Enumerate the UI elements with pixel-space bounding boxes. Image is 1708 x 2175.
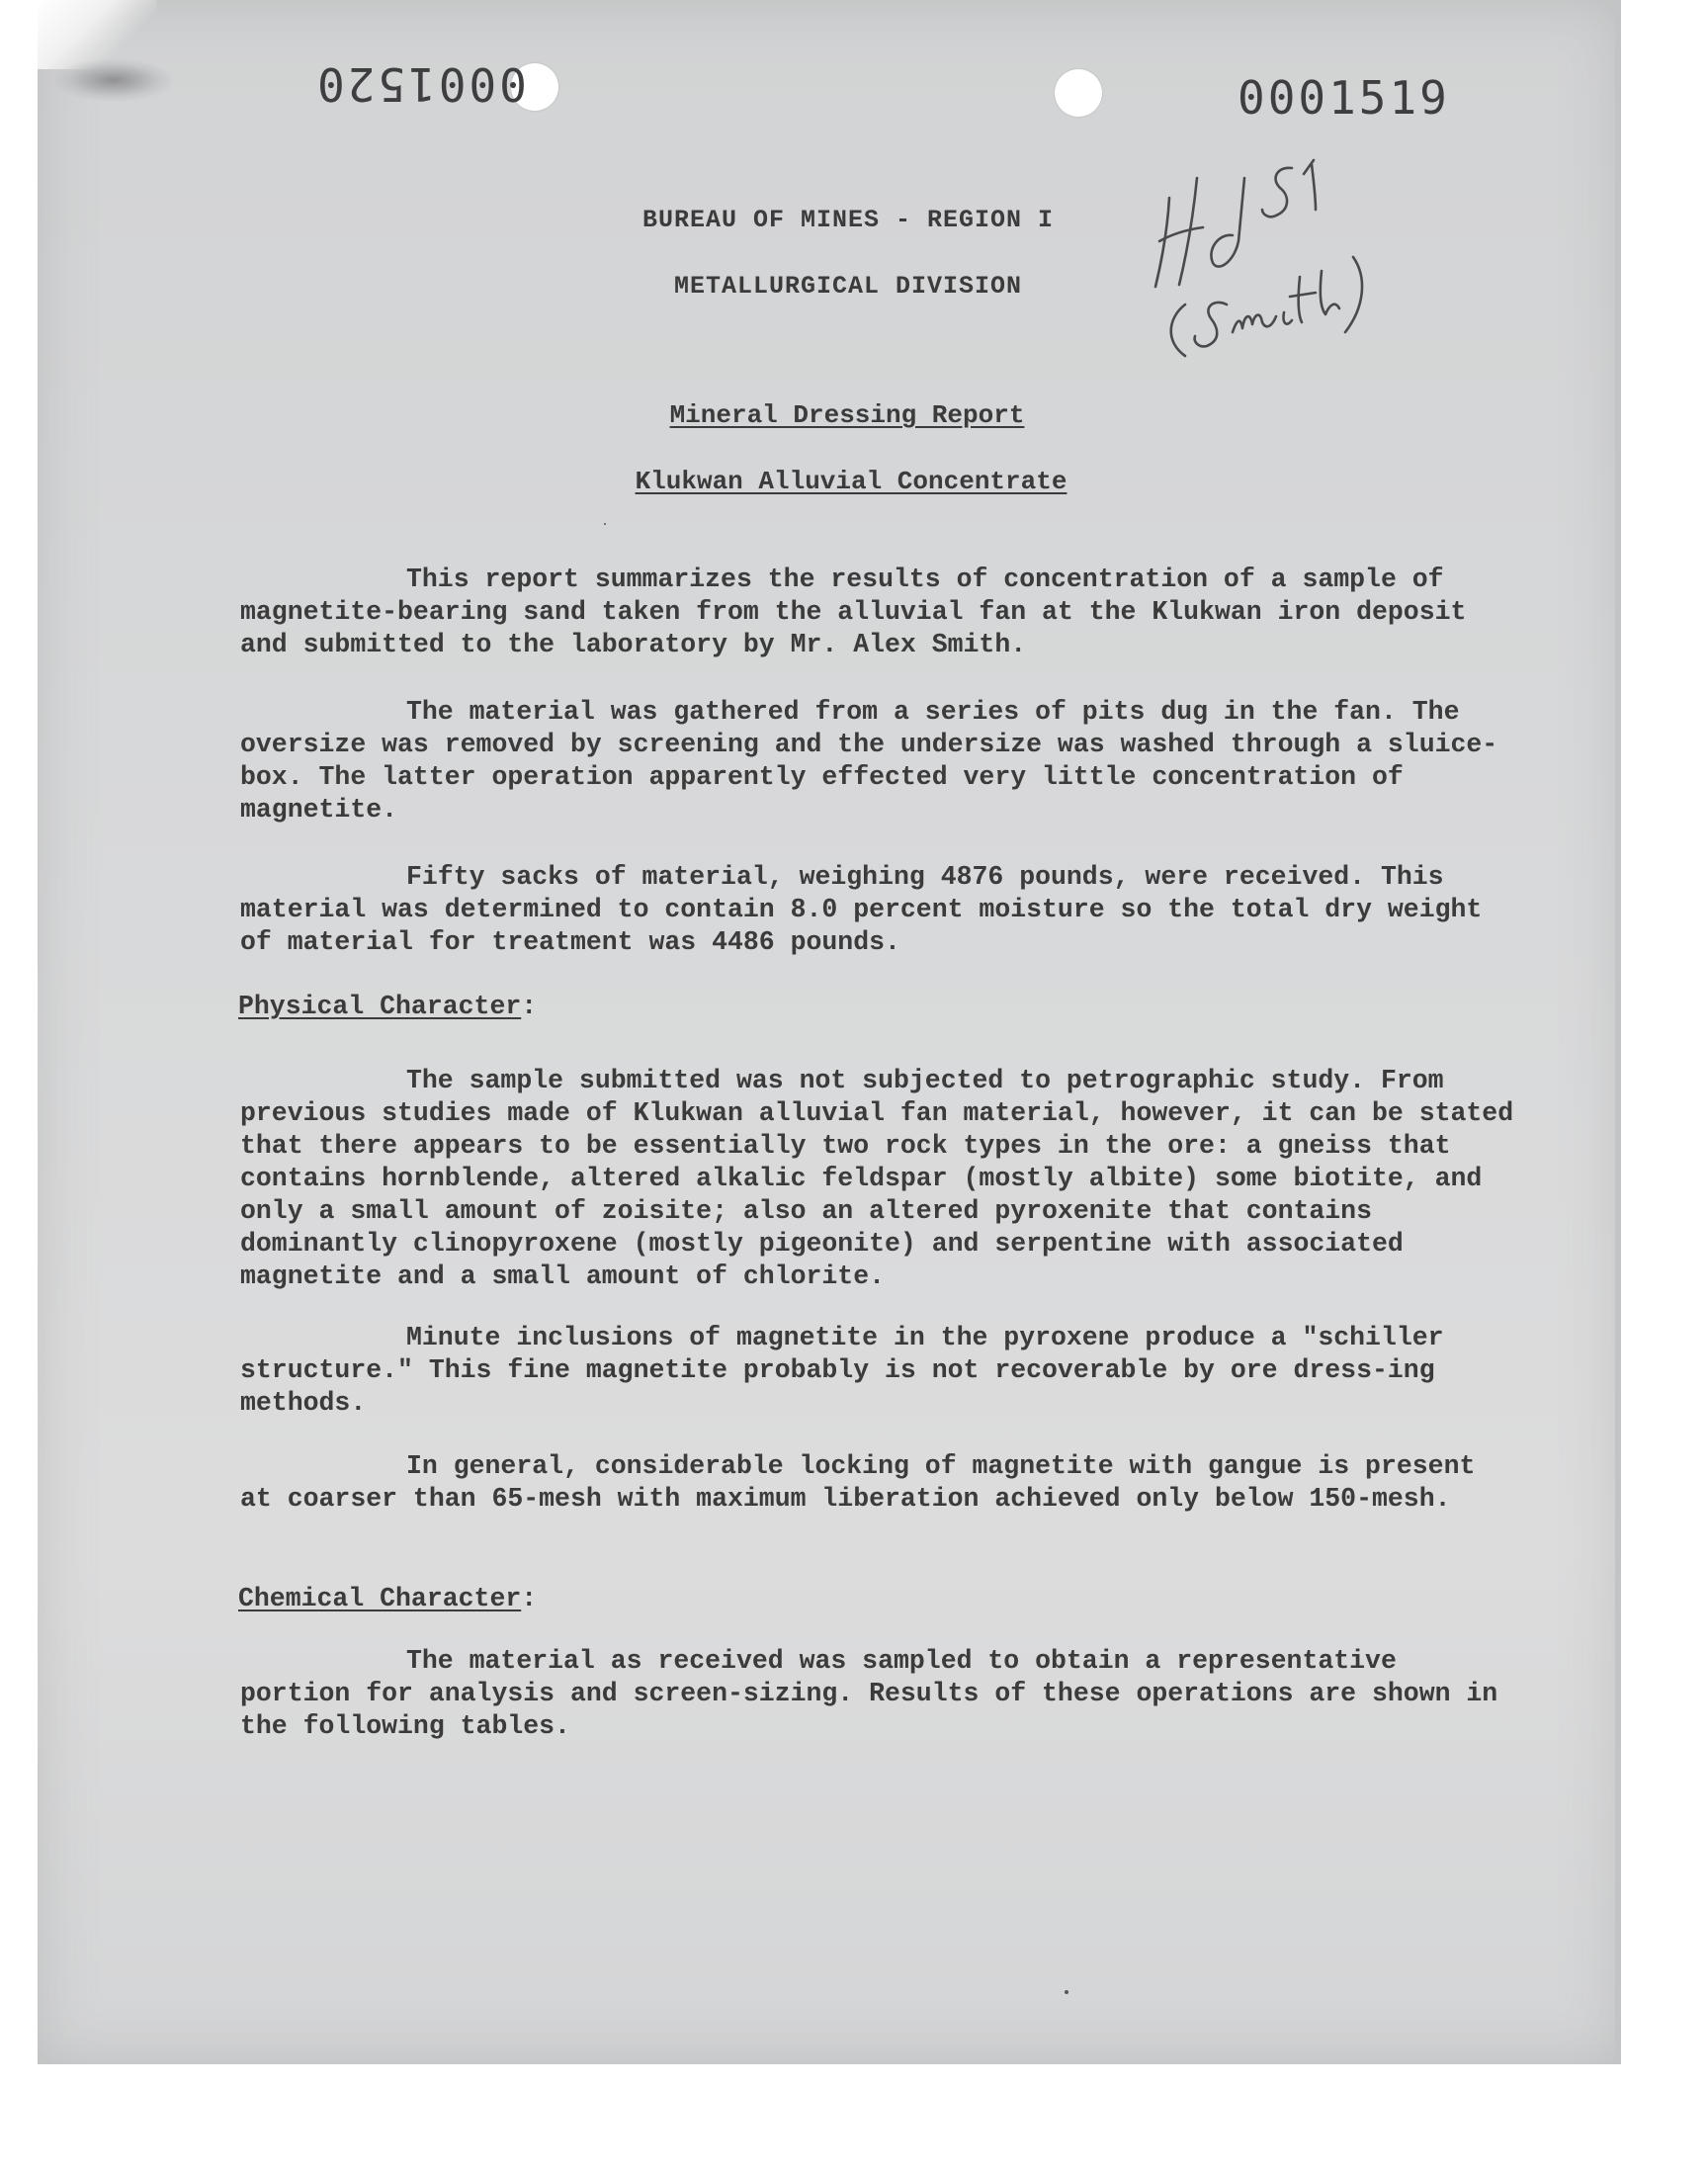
scan-margin [0, 0, 38, 2064]
section-heading-chemical [238, 1583, 537, 1615]
section-heading-colon: : [521, 992, 538, 1021]
sheet-edge [1615, 0, 1621, 2064]
section-heading-physical [238, 991, 537, 1023]
corner-smudge [55, 59, 172, 101]
handwriting-stroke [1312, 164, 1316, 210]
handwriting-stroke [1171, 304, 1185, 356]
handwriting-stroke [1195, 303, 1227, 346]
section-heading-label: Chemical Character [238, 1584, 522, 1613]
paper-sheet [38, 0, 1621, 2064]
paper-speck [604, 523, 606, 525]
report-subject: Klukwan Alluvial Concentrate [635, 467, 1068, 496]
section-heading-colon: : [521, 1584, 538, 1613]
paragraph-sample: The sample submitted was not subjected to petrographic study. From previous studies made of Klukwan alluvial fan material, however, it can be stated that there appears to be essentially two rock types in the ore: a gneiss that contains hornblende, altered alkalic feldspar (mostly albite) some biotite, and only a small amount of zoisite; also an altered pyroxenite that contains dominantly clinopyroxene (mostly pigeonite) and serpentine with associated magnetite and a small amount of chlorite. [240, 1066, 1514, 1291]
document-number-stamp-inverted: 0001520 [314, 57, 527, 111]
report-title: Mineral Dressing Report [669, 400, 1025, 430]
paper-speck [1065, 1990, 1068, 1994]
agency-header: BUREAU OF MINES - REGION I [641, 206, 1055, 234]
punch-hole-right [1055, 69, 1102, 117]
paragraph-gathering: The material was gathered from a series of pits dug in the fan. The oversize was removed by screening and the undersize was washed through a sluice-box. The latter operation apparently effected very little concentration of magnetite. [240, 697, 1498, 825]
handwritten-annotation [1142, 138, 1379, 366]
handwriting-stroke [1283, 312, 1292, 324]
section-heading-label: Physical Character [238, 992, 522, 1021]
document-number-stamp: 0001519 [1238, 71, 1450, 125]
paragraph-analysis: The material as received was sampled to obtain a representative portion for analysis and screen-sizing. Results of these operations are shown in the following tables. [240, 1646, 1498, 1741]
paragraph-locking: In general, considerable locking of magnetite with gangue is present at coarser than 65-mesh with maximum liberation achieved only below 150-mesh. [240, 1451, 1476, 1514]
handwriting-stroke [1233, 315, 1276, 332]
paragraph-inclusions: Minute inclusions of magnetite in the pyroxene produce a "schiller structure." This fine magnetite probably is not recoverable by ore dress-ing methods. [240, 1323, 1444, 1418]
division-header: METALLURGICAL DIVISION [673, 272, 1023, 301]
paragraph-intro: This report summarizes the results of concentration of a sample of magnetite-bearing sand taken from the alluvial fan at the Klukwan iron deposit and submitted to the laboratory by Mr. Alex Smith. [240, 565, 1467, 659]
paragraph-sacks: Fifty sacks of material, weighing 4876 pounds, were received. This material was determined to contain 8.0 percent moisture so the total dry weight of material for treatment was 4486 pounds. [240, 862, 1483, 957]
